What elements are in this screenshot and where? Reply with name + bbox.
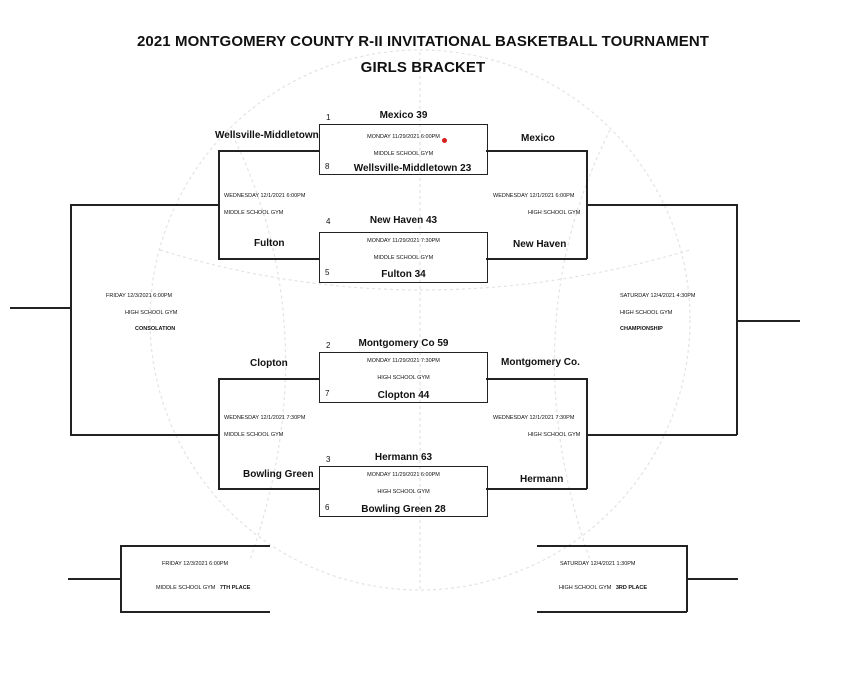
red-marker-dot: [442, 138, 447, 143]
game-4-top-seed: 4: [326, 217, 331, 226]
game-1-location: MIDDLE SCHOOL GYM: [373, 151, 434, 157]
game-4-time: MONDAY 11/29/2021 7:30PM: [367, 238, 440, 244]
game-2-top-seed: 2: [326, 341, 331, 350]
page-subtitle: GIRLS BRACKET: [360, 59, 486, 76]
left-top-game-time: WEDNESDAY 12/1/2021 6:00PM: [224, 193, 306, 199]
game-4-bottom-team: Fulton 34: [381, 269, 426, 280]
consolation-time: FRIDAY 12/3/2021 6:00PM: [106, 293, 173, 299]
third-place-location: HIGH SCHOOL GYM: [559, 585, 612, 591]
bracket-line: [68, 578, 121, 580]
left-bottom-game-time: WEDNESDAY 12/1/2021 7:30PM: [224, 415, 306, 421]
right-top-team-1: Mexico: [521, 133, 555, 144]
right-bottom-game-location: HIGH SCHOOL GYM: [528, 432, 581, 438]
game-1-time: MONDAY 11/29/2021 6:00PM: [367, 134, 440, 140]
bracket-line: [70, 434, 219, 436]
game-2-bottom-team: Clopton 44: [377, 390, 430, 401]
third-place-info: [559, 576, 647, 594]
bracket-line: [218, 150, 319, 152]
game-2-bottom-seed: 7: [325, 389, 330, 398]
game-3-location: HIGH SCHOOL GYM: [377, 489, 430, 495]
page-title: 2021 MONTGOMERY COUNTY R-II INVITATIONAL BASKETBALL TOURNAMENT: [136, 33, 710, 50]
right-bottom-team-2: Hermann: [520, 474, 564, 485]
bracket-line: [70, 204, 72, 435]
left-bottom-team-2: Bowling Green: [243, 469, 314, 480]
consolation-label: CONSOLATION: [135, 326, 176, 332]
bracket-line: [70, 204, 219, 206]
game-4-bottom-seed: 5: [325, 268, 330, 277]
game-4-location: MIDDLE SCHOOL GYM: [373, 255, 434, 261]
third-place-label: 3RD PLACE: [615, 585, 647, 591]
right-top-game-time: WEDNESDAY 12/1/2021 6:00PM: [493, 193, 575, 199]
bracket-line: [486, 258, 587, 260]
game-1-top-team: Mexico 39: [379, 110, 428, 121]
left-top-team-1: Wellsville-Middletown: [215, 130, 319, 141]
game-2-time: MONDAY 11/29/2021 7:30PM: [367, 358, 440, 364]
bracket-line: [120, 545, 270, 547]
game-2-location: HIGH SCHOOL GYM: [377, 375, 430, 381]
seventh-place-info: [156, 576, 250, 594]
bracket-line: [218, 488, 319, 490]
game-4-top-team: New Haven 43: [369, 215, 438, 226]
bracket-line: [736, 320, 800, 322]
game-1-bottom-seed: 8: [325, 162, 330, 171]
bracket-line: [218, 258, 319, 260]
right-bottom-game-time: WEDNESDAY 12/1/2021 7:30PM: [493, 415, 575, 421]
left-bottom-team-1: Clopton: [250, 358, 288, 369]
right-bottom-team-1: Montgomery Co.: [501, 357, 580, 368]
left-top-team-2: Fulton: [254, 238, 285, 249]
bracket-line: [586, 204, 737, 206]
seventh-place-location: MIDDLE SCHOOL GYM: [156, 585, 216, 591]
right-top-team-2: New Haven: [513, 239, 567, 250]
bracket-line: [686, 578, 738, 580]
seventh-place-time: FRIDAY 12/3/2021 6:00PM: [162, 561, 229, 567]
bracket-line: [586, 434, 737, 436]
game-1-top-seed: 1: [326, 113, 331, 122]
left-top-game-location: MIDDLE SCHOOL GYM: [224, 210, 284, 216]
bracket-line: [537, 545, 687, 547]
bracket-line: [486, 150, 587, 152]
right-top-game-location: HIGH SCHOOL GYM: [528, 210, 581, 216]
game-3-bottom-seed: 6: [325, 503, 330, 512]
bracket-line: [537, 611, 687, 613]
bracket-line: [10, 307, 71, 309]
game-3-time: MONDAY 11/29/2021 6:00PM: [367, 472, 440, 478]
bracket-line: [486, 378, 587, 380]
game-3-top-team: Hermann 63: [374, 452, 433, 463]
championship-time: SATURDAY 12/4/2021 4:30PM: [620, 293, 696, 299]
game-1-bottom-team: Wellsville-Middletown 23: [353, 163, 472, 174]
game-3-bottom-team: Bowling Green 28: [361, 504, 446, 515]
consolation-location: HIGH SCHOOL GYM: [125, 310, 178, 316]
championship-label: CHAMPIONSHIP: [620, 326, 663, 332]
third-place-time: SATURDAY 12/4/2021 1:30PM: [560, 561, 636, 567]
game-2-top-team: Montgomery Co 59: [358, 338, 449, 349]
bracket-line: [218, 378, 319, 380]
game-3-top-seed: 3: [326, 455, 331, 464]
bracket-line: [120, 611, 270, 613]
bracket-line: [486, 488, 587, 490]
seventh-place-label: 7TH PLACE: [219, 585, 251, 591]
championship-location: HIGH SCHOOL GYM: [620, 310, 673, 316]
left-bottom-game-location: MIDDLE SCHOOL GYM: [224, 432, 284, 438]
